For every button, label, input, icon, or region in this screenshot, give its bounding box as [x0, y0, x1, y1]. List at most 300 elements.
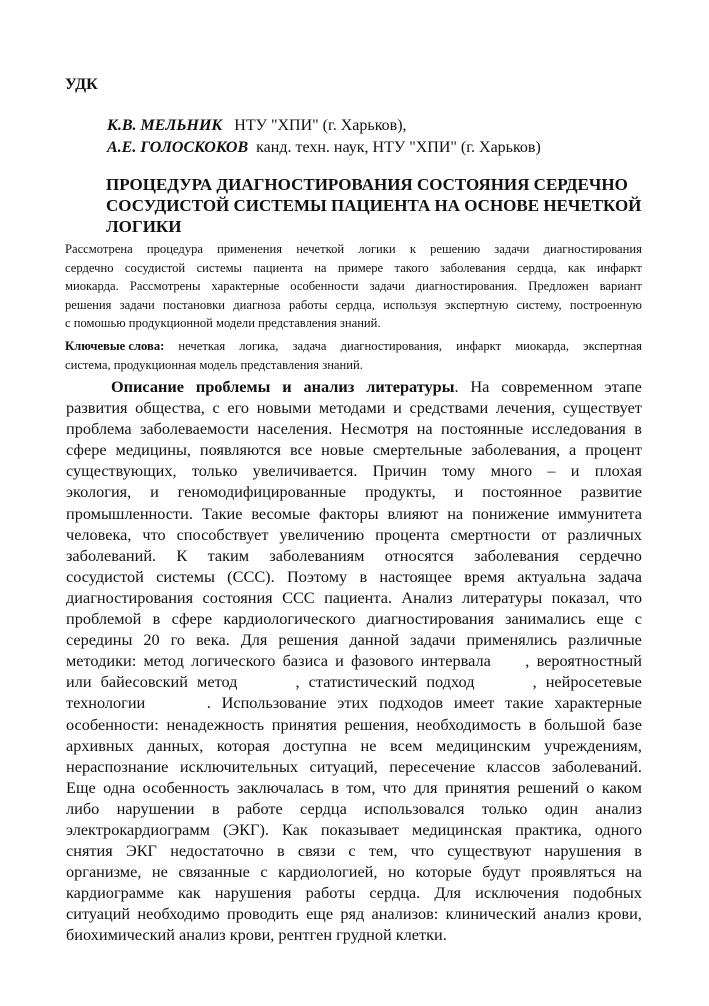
word: развития: [66, 398, 128, 418]
word: нераспознание: [66, 756, 169, 776]
word: логики: [358, 242, 396, 256]
word: плохая: [594, 461, 642, 481]
word: заболевания: [440, 260, 506, 275]
author-2: [107, 139, 541, 157]
abstract: [65, 240, 642, 333]
word: нечеткой: [296, 242, 345, 256]
word: медицинская: [412, 819, 503, 839]
word: Предложен: [528, 279, 589, 293]
word: учреждениям,: [544, 735, 642, 755]
word: смертности: [450, 524, 531, 544]
word: много: [490, 461, 533, 481]
author-name: К.В. МЕЛЬНИК: [107, 117, 223, 134]
word: на: [447, 503, 464, 523]
word: сердца: [300, 798, 347, 818]
word: развитие: [580, 482, 642, 502]
word: Анализ: [401, 587, 453, 607]
word: работе: [236, 798, 283, 818]
word: увеличивается.: [252, 461, 358, 481]
word: классов: [486, 756, 541, 776]
word: анализов:: [371, 904, 439, 924]
word: 20: [143, 630, 160, 650]
word: с: [212, 398, 220, 418]
word: как: [177, 883, 201, 903]
word: населения.: [257, 419, 333, 439]
word: процедура: [146, 242, 203, 256]
word: для: [413, 777, 438, 797]
word: сосудистой: [66, 566, 144, 586]
citation-gap: [498, 650, 518, 671]
word: инфаркт: [596, 260, 642, 275]
word: на: [416, 419, 433, 439]
section-heading-word: Описание: [111, 377, 184, 396]
word: ,: [295, 672, 300, 692]
word: связи: [297, 841, 336, 861]
word: технологии: [66, 693, 146, 713]
citation-gap: [156, 692, 196, 713]
word: недостаточно: [170, 841, 264, 861]
word: сердца,: [517, 260, 557, 275]
body-line: [66, 587, 642, 608]
word: диагностирования.: [415, 279, 518, 293]
body-line: [66, 418, 642, 439]
word: построенную: [569, 297, 642, 312]
word: имеет: [453, 693, 495, 713]
word: сфере: [171, 609, 213, 629]
title-line: СОСУДИСТОЙ СИСТЕМЫ ПАЦИЕНТА НА ОСНОВЕ НЕЧЕТКОЙ: [106, 196, 642, 215]
word: что: [382, 777, 407, 797]
word: .: [206, 693, 211, 713]
title-line: ПРОЦЕДУРА ДИАГНОСТИРОВАНИЯ СОСТОЯНИЯ СЕРДЕЧНО: [106, 175, 628, 194]
word: каком: [601, 777, 642, 797]
word: характерные: [554, 693, 642, 713]
udk-label: УДК: [65, 76, 98, 93]
word: состояния: [202, 587, 273, 607]
word: доступна: [283, 735, 347, 755]
word: постоянные: [440, 419, 524, 439]
word: нейросетевые: [545, 672, 642, 692]
word: диагностирования: [543, 242, 642, 256]
word: анализ: [595, 798, 642, 818]
word: на: [626, 862, 642, 882]
word: не: [360, 735, 377, 755]
word: от: [541, 524, 557, 544]
word: ряд: [340, 904, 365, 924]
word: сердечно: [65, 260, 114, 275]
word: системы: [196, 260, 243, 275]
word: века.: [195, 630, 230, 650]
body-line: [66, 692, 642, 713]
word: этих: [337, 693, 369, 713]
word: сфере: [66, 440, 107, 460]
word: относятся: [384, 545, 454, 565]
paper-title: [106, 174, 646, 237]
word: современном: [501, 377, 593, 396]
word: на: [314, 260, 327, 275]
word: решению: [430, 242, 481, 256]
word: Еще: [66, 777, 96, 797]
body-line: [66, 629, 642, 650]
word: примере: [337, 260, 384, 275]
word: задача: [292, 339, 327, 353]
word: способствует: [176, 524, 269, 544]
word: сердечно: [579, 545, 642, 565]
word: постановки: [163, 297, 226, 312]
word: необходимость: [416, 714, 521, 734]
word: с: [260, 862, 268, 882]
body-text: [66, 376, 642, 946]
word: характерные: [211, 279, 280, 293]
word: нарушении: [116, 798, 195, 818]
word: лечения,: [495, 398, 556, 418]
word: интервала: [420, 651, 491, 671]
word: человека,: [66, 524, 132, 544]
citation-gap: [246, 671, 286, 692]
word: актуальна: [517, 566, 586, 586]
word: и: [335, 651, 344, 671]
section-heading-word: проблемы: [195, 377, 271, 396]
word: задачи: [494, 242, 530, 256]
body-line: биохимический анализ крови, рентген грудной клетки.: [66, 925, 447, 945]
word: исключительных: [179, 756, 299, 776]
word: клинический: [445, 904, 537, 924]
word: том,: [346, 777, 376, 797]
word: принятия: [444, 777, 511, 797]
word: но: [387, 862, 405, 882]
word: либо: [66, 798, 100, 818]
word: подобных: [573, 883, 642, 903]
body-line: [66, 777, 642, 798]
word: особенности: [290, 279, 359, 293]
word: существует: [562, 398, 642, 418]
word: ЭКГ: [125, 841, 157, 861]
body-line: [66, 608, 642, 629]
word: задачи: [369, 279, 405, 293]
word: и: [393, 398, 402, 418]
word: в: [152, 609, 161, 629]
word: Несмотря: [340, 419, 409, 439]
word: методами: [318, 398, 386, 418]
author-affiliation: НТУ "ХПИ" (г. Харьков),: [234, 117, 407, 134]
word: ,: [525, 651, 530, 671]
word: ситуаций,: [309, 756, 378, 776]
word: задача: [598, 566, 642, 586]
body-line: [66, 798, 642, 819]
word: пациента.: [324, 587, 392, 607]
body-line: [66, 735, 642, 756]
word: проблема: [66, 419, 132, 439]
body-line: [66, 903, 642, 924]
word: экспертную: [445, 297, 509, 312]
body-line: [66, 545, 642, 566]
word: сердца.: [369, 883, 421, 903]
word: новыми: [256, 398, 312, 418]
section-heading-word: и: [282, 377, 292, 396]
word: пациента: [253, 260, 303, 275]
word: особенности:: [66, 714, 159, 734]
word: не: [151, 862, 168, 882]
word: заключалась: [236, 777, 324, 797]
body-line: [66, 882, 642, 903]
word: экология,: [66, 482, 132, 502]
author-name: А.Е. ГОЛОСКОКОВ: [107, 139, 249, 156]
word: увеличению: [279, 524, 365, 544]
word: заболеваниям: [269, 545, 365, 565]
word: используя: [383, 297, 437, 312]
abstract-line: [65, 296, 642, 315]
word: проводить: [227, 904, 299, 924]
word: кардиологией,: [278, 862, 378, 882]
word: Использование: [221, 693, 327, 713]
section-heading-word: анализ: [303, 377, 355, 396]
word: Рассмотрена: [65, 242, 133, 256]
word: иммунитета: [558, 503, 642, 523]
keywords-label: Ключевые слова:: [65, 339, 165, 353]
word: го: [170, 630, 186, 650]
word: различные: [568, 630, 642, 650]
word: системы: [156, 566, 215, 586]
word: в: [211, 798, 220, 818]
word: и: [570, 461, 580, 481]
word: К: [176, 545, 188, 565]
word: общества,: [135, 398, 205, 418]
word: понижение: [472, 503, 550, 523]
word: крови,: [597, 904, 642, 924]
word: Как: [281, 819, 308, 839]
word: всем: [389, 735, 423, 755]
word: только: [481, 798, 528, 818]
word: процента: [375, 524, 440, 544]
word: один: [544, 798, 579, 818]
word: существующих,: [66, 461, 177, 481]
word: нарушения: [544, 841, 622, 861]
word: а: [569, 440, 577, 460]
author-1: [107, 117, 407, 135]
word: сосудистой: [124, 260, 186, 275]
word: решения: [278, 630, 339, 650]
word: которые: [415, 862, 472, 882]
section-heading-word: литературы.: [366, 377, 459, 396]
word: ,: [532, 672, 537, 692]
body-line: [66, 439, 642, 460]
word: продукты,: [364, 482, 436, 502]
abstract-line: с помошью продукционной модели представления знаний.: [65, 316, 381, 330]
word: пересечение: [389, 756, 476, 776]
word: (ЭКГ).: [223, 819, 269, 839]
word: –: [547, 461, 556, 481]
word: занимались: [505, 609, 586, 629]
word: применялись: [466, 630, 558, 650]
word: заболеваний.: [551, 756, 642, 776]
body-line: [66, 819, 642, 840]
body-line: [66, 524, 642, 545]
word: методики:: [66, 651, 137, 671]
word: Рассмотрены: [129, 279, 201, 293]
word: использовался: [364, 798, 465, 818]
word: На: [470, 377, 490, 396]
word: которая: [216, 735, 270, 755]
word: логика,: [239, 339, 279, 353]
word: время: [464, 566, 505, 586]
word: задачи: [410, 630, 456, 650]
citation-gap: [484, 671, 524, 692]
word: данной: [349, 630, 400, 650]
body-line: [66, 861, 642, 882]
word: применения: [217, 242, 283, 256]
word: (ССС).: [227, 566, 275, 586]
word: к: [409, 242, 416, 256]
keywords-line: система, продукционная модель представления знаний.: [65, 357, 363, 372]
word: систему,: [516, 297, 562, 312]
word: особенность: [142, 777, 230, 797]
word: диагностирования,: [340, 339, 443, 353]
word: организме,: [66, 862, 142, 882]
word: только: [191, 461, 238, 481]
word: проблемой: [66, 609, 142, 629]
word: процент: [585, 440, 642, 460]
word: настоящее: [379, 566, 452, 586]
body-line: [66, 566, 642, 587]
word: тем,: [368, 841, 398, 861]
word: о: [586, 777, 595, 797]
word: работы: [288, 297, 328, 312]
word: базе: [612, 714, 642, 734]
word: Такие: [201, 503, 243, 523]
word: метод: [143, 651, 184, 671]
word: миокарда.: [65, 279, 119, 293]
word: практика,: [515, 819, 582, 839]
word: решений: [517, 777, 579, 797]
keywords-line: [65, 337, 642, 356]
word: миокарда,: [515, 339, 569, 353]
word: промышленности.: [66, 503, 193, 523]
body-line: [66, 840, 642, 861]
word: нечеткая: [178, 339, 226, 353]
word: медицины,: [115, 440, 191, 460]
word: одного: [594, 819, 642, 839]
section-first-line: [66, 376, 642, 397]
word: исключения: [475, 883, 560, 903]
word: этапе: [604, 377, 642, 396]
word: факторы: [318, 503, 379, 523]
word: в: [528, 714, 537, 734]
word: необходимо: [137, 904, 220, 924]
word: диагностирования: [366, 609, 494, 629]
word: смертельные: [372, 440, 463, 460]
word: решения: [65, 297, 112, 312]
abstract-line: [65, 277, 642, 296]
word: решения,: [344, 714, 409, 734]
word: медицинским: [436, 735, 531, 755]
word: заболеваний.: [66, 545, 157, 565]
word: с: [348, 841, 356, 861]
word: кардиологического: [223, 609, 356, 629]
word: и: [150, 482, 159, 502]
word: ситуаций: [66, 904, 131, 924]
word: различных: [567, 524, 642, 544]
word: инфаркт: [456, 339, 502, 353]
word: все: [289, 440, 313, 460]
word: с: [634, 609, 642, 629]
word: что: [410, 841, 434, 861]
word: в: [276, 841, 285, 861]
word: заболевания: [474, 545, 559, 565]
word: электрокардиограмм: [66, 819, 210, 839]
word: влияют: [387, 503, 439, 523]
word: вариант: [599, 279, 642, 293]
word: такие: [505, 693, 544, 713]
word: базиса: [282, 651, 328, 671]
body-line: [66, 481, 642, 502]
word: одна: [103, 777, 136, 797]
word: или: [66, 672, 92, 692]
word: еще: [306, 904, 334, 924]
author-affiliation: канд. техн. наук, НТУ "ХПИ" (г. Харьков): [256, 139, 541, 156]
word: литературы: [461, 587, 543, 607]
body-line: [66, 460, 642, 481]
word: будут: [482, 862, 521, 882]
word: в: [634, 419, 642, 439]
word: подход: [426, 672, 475, 692]
word: новые: [321, 440, 364, 460]
word: подходов: [379, 693, 444, 713]
word: в: [331, 777, 339, 797]
word: постоянное: [482, 482, 562, 502]
word: заболевания,: [471, 440, 561, 460]
title-line: ЛОГИКИ: [106, 217, 182, 236]
punctuation: .: [454, 377, 459, 396]
word: что: [618, 587, 642, 607]
body-line: [66, 756, 642, 777]
word: архивных: [66, 735, 134, 755]
body-line: [66, 650, 642, 671]
word: сердца,: [335, 297, 375, 312]
word: такого: [394, 260, 429, 275]
word: Для: [240, 630, 268, 650]
word: связанные: [178, 862, 250, 882]
word: анализ: [543, 904, 590, 924]
word: диагноза: [233, 297, 281, 312]
word: статистический: [308, 672, 418, 692]
word: данных,: [147, 735, 204, 755]
body-line: [66, 671, 642, 692]
abstract-line: [65, 240, 642, 259]
word: что: [142, 524, 166, 544]
word: заболеваемости: [139, 419, 250, 439]
word: показывает: [320, 819, 399, 839]
word: середины: [66, 630, 133, 650]
word: геномодифицированные: [177, 482, 347, 502]
word: еще: [596, 609, 624, 629]
word: ССС: [282, 587, 315, 607]
keywords: [65, 337, 642, 374]
word: вероятностный: [536, 651, 642, 671]
word: задачи: [119, 297, 155, 312]
word: большой: [543, 714, 606, 734]
word: в: [634, 841, 642, 861]
word: таким: [207, 545, 250, 565]
word: Для: [434, 883, 462, 903]
word: снятия: [66, 841, 113, 861]
word: Причин: [372, 461, 427, 481]
word: проявляться: [531, 862, 616, 882]
word: существуют: [447, 841, 532, 861]
word: логического: [191, 651, 276, 671]
word: метод: [197, 672, 238, 692]
word: диагностирования: [66, 587, 194, 607]
word: весомые: [251, 503, 311, 523]
word: появляются: [199, 440, 282, 460]
